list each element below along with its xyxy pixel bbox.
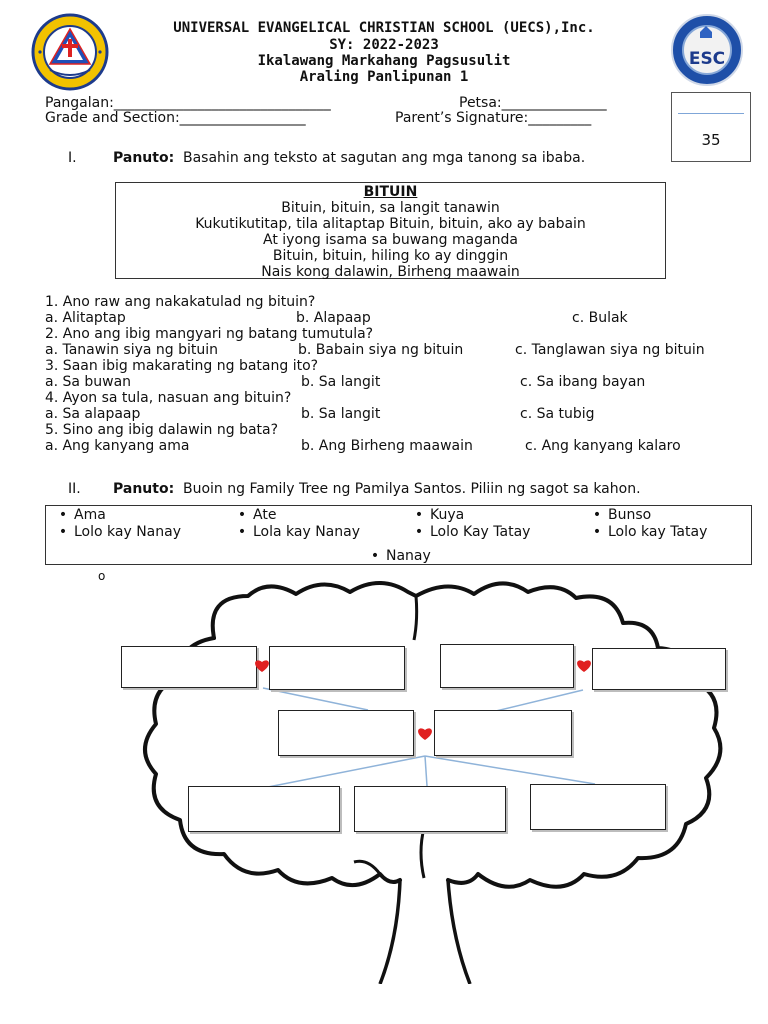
- poem-line: At iyong isama sa buwang maganda: [263, 232, 518, 248]
- question-1: 1. Ano raw ang nakakatulad ng bituin?: [45, 294, 316, 310]
- tree-answer-box[interactable]: [592, 648, 726, 690]
- name-field[interactable]: Pangalan:_______________________________: [45, 95, 331, 111]
- q2-choice-b[interactable]: b. Babain siya ng bituin: [298, 342, 464, 358]
- part1-number: I.: [68, 150, 77, 166]
- q3-choice-b[interactable]: b. Sa langit: [301, 374, 381, 390]
- q1-choice-b[interactable]: b. Alapaap: [296, 310, 371, 326]
- q4-choice-a[interactable]: a. Sa alapaap: [45, 406, 141, 422]
- connector-line: [425, 756, 595, 784]
- connector-line: [263, 756, 425, 788]
- poem-line: Bituin, bituin, hiling ko ay dinggin: [272, 248, 509, 264]
- option-item: • Kuya: [408, 507, 464, 523]
- exam-title: Ikalawang Markahang Pagsusulit: [257, 53, 511, 69]
- q2-choice-c[interactable]: c. Tanglawan siya ng bituin: [515, 342, 705, 358]
- q5-choice-c[interactable]: c. Ang kanyang kalaro: [525, 438, 681, 454]
- option-item: • Ate: [231, 507, 276, 523]
- parent-signature-field[interactable]: Parent’s Signature:_________: [395, 110, 592, 126]
- option-item: • Lolo kay Nanay: [52, 524, 181, 540]
- question-4: 4. Ayon sa tula, nasuan ang bituin?: [45, 390, 292, 406]
- q3-choice-a[interactable]: a. Sa buwan: [45, 374, 132, 390]
- q1-choice-a[interactable]: a. Alitaptap: [45, 310, 126, 326]
- poem-line: Nais kong dalawin, Birheng maawain: [261, 264, 520, 280]
- tree-answer-box[interactable]: [434, 710, 572, 756]
- connector-line: [425, 756, 427, 786]
- grade-section-field[interactable]: Grade and Section:__________________: [45, 110, 306, 126]
- tree-answer-box[interactable]: [278, 710, 414, 756]
- tree-answer-box[interactable]: [188, 786, 340, 832]
- esc-logo-text: ESC: [688, 49, 726, 69]
- q3-choice-c[interactable]: c. Sa ibang bayan: [520, 374, 646, 390]
- heart-icon: [576, 659, 592, 673]
- connector-line: [263, 688, 368, 710]
- stray-mark: o: [98, 569, 106, 583]
- tree-answer-box[interactable]: [269, 646, 405, 690]
- q4-choice-b[interactable]: b. Sa langit: [301, 406, 381, 422]
- subject-title: Araling Panlipunan 1: [299, 69, 469, 85]
- part1-label: Panuto:: [113, 150, 175, 166]
- q1-choice-c[interactable]: c. Bulak: [572, 310, 628, 326]
- poem-line: Bituin, bituin, sa langit tanawin: [281, 200, 500, 216]
- q5-choice-b[interactable]: b. Ang Birheng maawain: [301, 438, 473, 454]
- part2-number: II.: [68, 481, 81, 497]
- question-3: 3. Saan ibig makarating ng batang ito?: [45, 358, 319, 374]
- score-total: 35: [701, 131, 721, 149]
- tree-answer-box[interactable]: [121, 646, 257, 688]
- option-item: • Ama: [52, 507, 106, 523]
- part2-label: Panuto:: [113, 481, 175, 497]
- q5-choice-a[interactable]: a. Ang kanyang ama: [45, 438, 190, 454]
- tree-answer-box[interactable]: [354, 786, 506, 832]
- question-5: 5. Sino ang ibig dalawin ng bata?: [45, 422, 279, 438]
- tree-answer-box[interactable]: [440, 644, 574, 688]
- school-name: UNIVERSAL EVANGELICAL CHRISTIAN SCHOOL (UECS),Inc.: [173, 20, 595, 36]
- option-item: • Nanay: [364, 548, 431, 564]
- school-year: SY: 2022-2023: [329, 37, 439, 53]
- option-item: • Lola kay Nanay: [231, 524, 360, 540]
- date-field[interactable]: Petsa:_______________: [459, 95, 607, 111]
- part1-instruction: Basahin ang teksto at sagutan ang mga tanong sa ibaba.: [183, 150, 586, 166]
- part2-instruction: Buoin ng Family Tree ng Pamilya Santos. Piliin ng sagot sa kahon.: [183, 481, 641, 497]
- q4-choice-c[interactable]: c. Sa tubig: [520, 406, 595, 422]
- option-item: • Bunso: [586, 507, 651, 523]
- question-2: 2. Ano ang ibig mangyari ng batang tumutula?: [45, 326, 374, 342]
- heart-icon: [254, 659, 270, 673]
- heart-icon: [417, 727, 433, 741]
- option-item: • Lolo kay Tatay: [586, 524, 707, 540]
- poem-line: Kukutikutitap, tila alitaptap Bituin, bituin, ako ay babain: [195, 216, 586, 232]
- option-item: • Lolo Kay Tatay: [408, 524, 530, 540]
- poem-title: BITUIN: [363, 184, 418, 200]
- q2-choice-a[interactable]: a. Tanawin siya ng bituin: [45, 342, 219, 358]
- connector-line: [496, 690, 583, 711]
- tree-answer-box[interactable]: [530, 784, 666, 830]
